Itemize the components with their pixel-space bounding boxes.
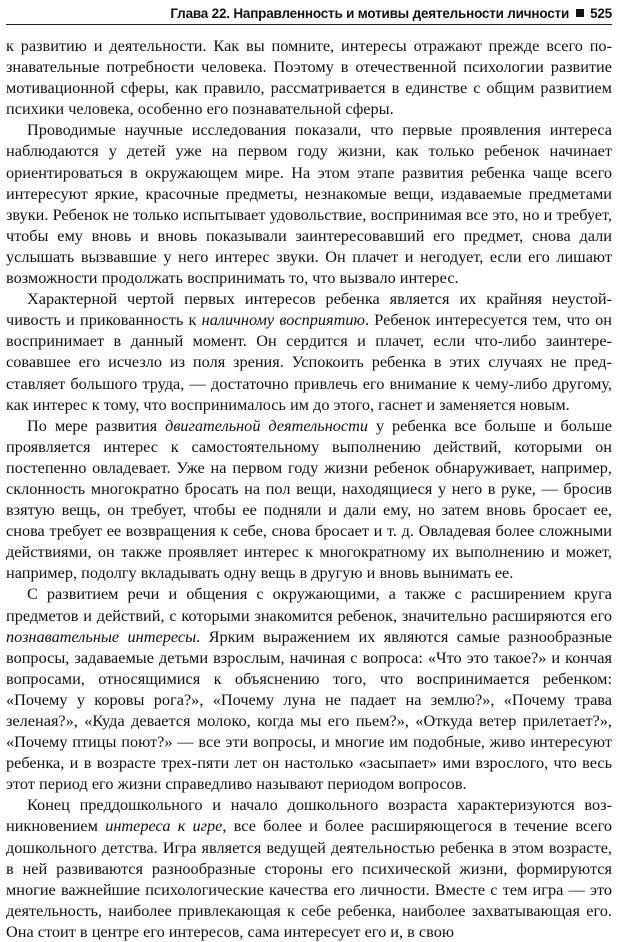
- emphasized-term: двигательной деятельности: [165, 415, 369, 435]
- paragraph: [6, 119, 612, 288]
- chapter-title: Глава 22. Направленность и мотивы деятельности личности: [170, 5, 570, 21]
- paragraph-text: к развитию и деятельности. Как вы помните, интересы отражают прежде всего познавательные потребности человека. Поэтому в отечественной психологии развитие мотивационной сферы, как правило, рассматривается в единстве с общим развитием психики человека, особенно его познавательной сферы.: [6, 36, 612, 119]
- paragraph: [6, 35, 612, 119]
- paragraph: [6, 794, 612, 942]
- running-header: [6, 0, 612, 25]
- paragraph-text: . Ярким выражением их являются самые разнообразные вопросы, задаваемые детьми взрослым, начиная с вопроса: «Что это такое?» и кончая вопросами, относящимися к объяснению того, что воспринимается ребенком: «Почему у коровы рога?», «Почему луна не падает на землю?», «Почему трава зеленая?», «Куда девается молоко, когда мы его пьем?», «Откуда ветер прилетает?», «Почему птицы поют?» — все эти вопросы, и многие им подобные, живо интересуют ребенка, и в возрасте трех-пяти лет он настолько «засыпает» ими взрослого, что весь этот период его жизни справедливо называют периодом вопросов.: [6, 626, 612, 794]
- paragraph-text: . Ребенок интересуется тем, что он воспринимает в данный момент. Он сердится и плачет, если что-либо заинтересовавшее его исчезло из поля зрения. Успокоить ребенка в этих случаях не представляет большого труда, — достаточно привлечь его внимание к чему-либо другому, как интерес к тому, что воспринималось им до этого, гаснет и заменяется новым.: [6, 310, 612, 414]
- paragraph-text: , все более и более расширяющегося в течение всего дошкольного детства. Игра является ведущей деятельностью ребенка в этом возрасте, в ней развиваются разнообразные стороны его психической жизни, формируются многие важнейшие психологические качества его личности. Вместе с тем игра — это деятельность, наиболее привлекающая к себе ребенка, наиболее захватывающая его. Она стоит в центре его интересов, сама интересует его и, в свою: [6, 816, 612, 941]
- square-bullet-icon: [576, 9, 584, 17]
- paragraph: [6, 583, 612, 794]
- emphasized-term: наличному восприятию: [201, 310, 365, 330]
- emphasized-term: интереса к игре: [105, 816, 223, 836]
- paragraph-text: у ребенка все больше и больше проявляется интерес к самостоятельному выполнению действий, которыми он постепенно овладевает. Уже на первом году жизни ребенок обнаруживает, например, склонность многократно бросать на пол вещи, находящиеся у него в руке, — бросив взятую вещь, он требует, чтобы ее подняли и дали ему, но затем вновь бросает ее, снова требует ее возвращения к себе, снова бросает и т. д. Овладевая более сложными действиями, он также проявляет интерес к многократному их выполнению и может, например, подолгу вкладывать одну вещь в другую и вновь вынимать ее.: [6, 415, 612, 583]
- paragraph: [6, 415, 612, 584]
- paragraph-text: По мере развития: [27, 415, 166, 435]
- paragraph-text: Проводимые научные исследования показали, что первые проявления интереса наблюдаются у детей уже на первом году жизни, как только ребенок начинает ориентироваться в окружающем мире. На этом этапе развития ребенка чаще всего интересуют яркие, красочные предметы, незнакомые вещи, издаваемые предметами звуки. Ребенок не только испытывает удовольствие, воспринимая все это, но и требует, чтобы ему вновь и вновь показывали заинтересовавший его предмет, снова дали услышать вызвавшие у него интерес звуки. Он плачет и негодует, если его лишают возможности продолжать воспринимать то, что вызвало интерес.: [6, 120, 612, 288]
- paragraph-text: Характерной чертой первых интересов ребенка является их крайняя неустойчивость и прикованность к: [6, 289, 612, 330]
- paragraph-text: С развитием речи и общения с окружающими, а также с расширением круга предметов и действий, с которыми знакомится ребенок, значительно расширяются его: [6, 584, 612, 625]
- page-number: 525: [590, 5, 612, 21]
- paragraph: [6, 288, 612, 415]
- emphasized-term: познавательные интересы: [6, 626, 197, 646]
- body-text: [6, 35, 612, 942]
- paragraph-text: Конец преддошкольного и начало дошкольного возраста характеризуются возникновением: [6, 795, 612, 836]
